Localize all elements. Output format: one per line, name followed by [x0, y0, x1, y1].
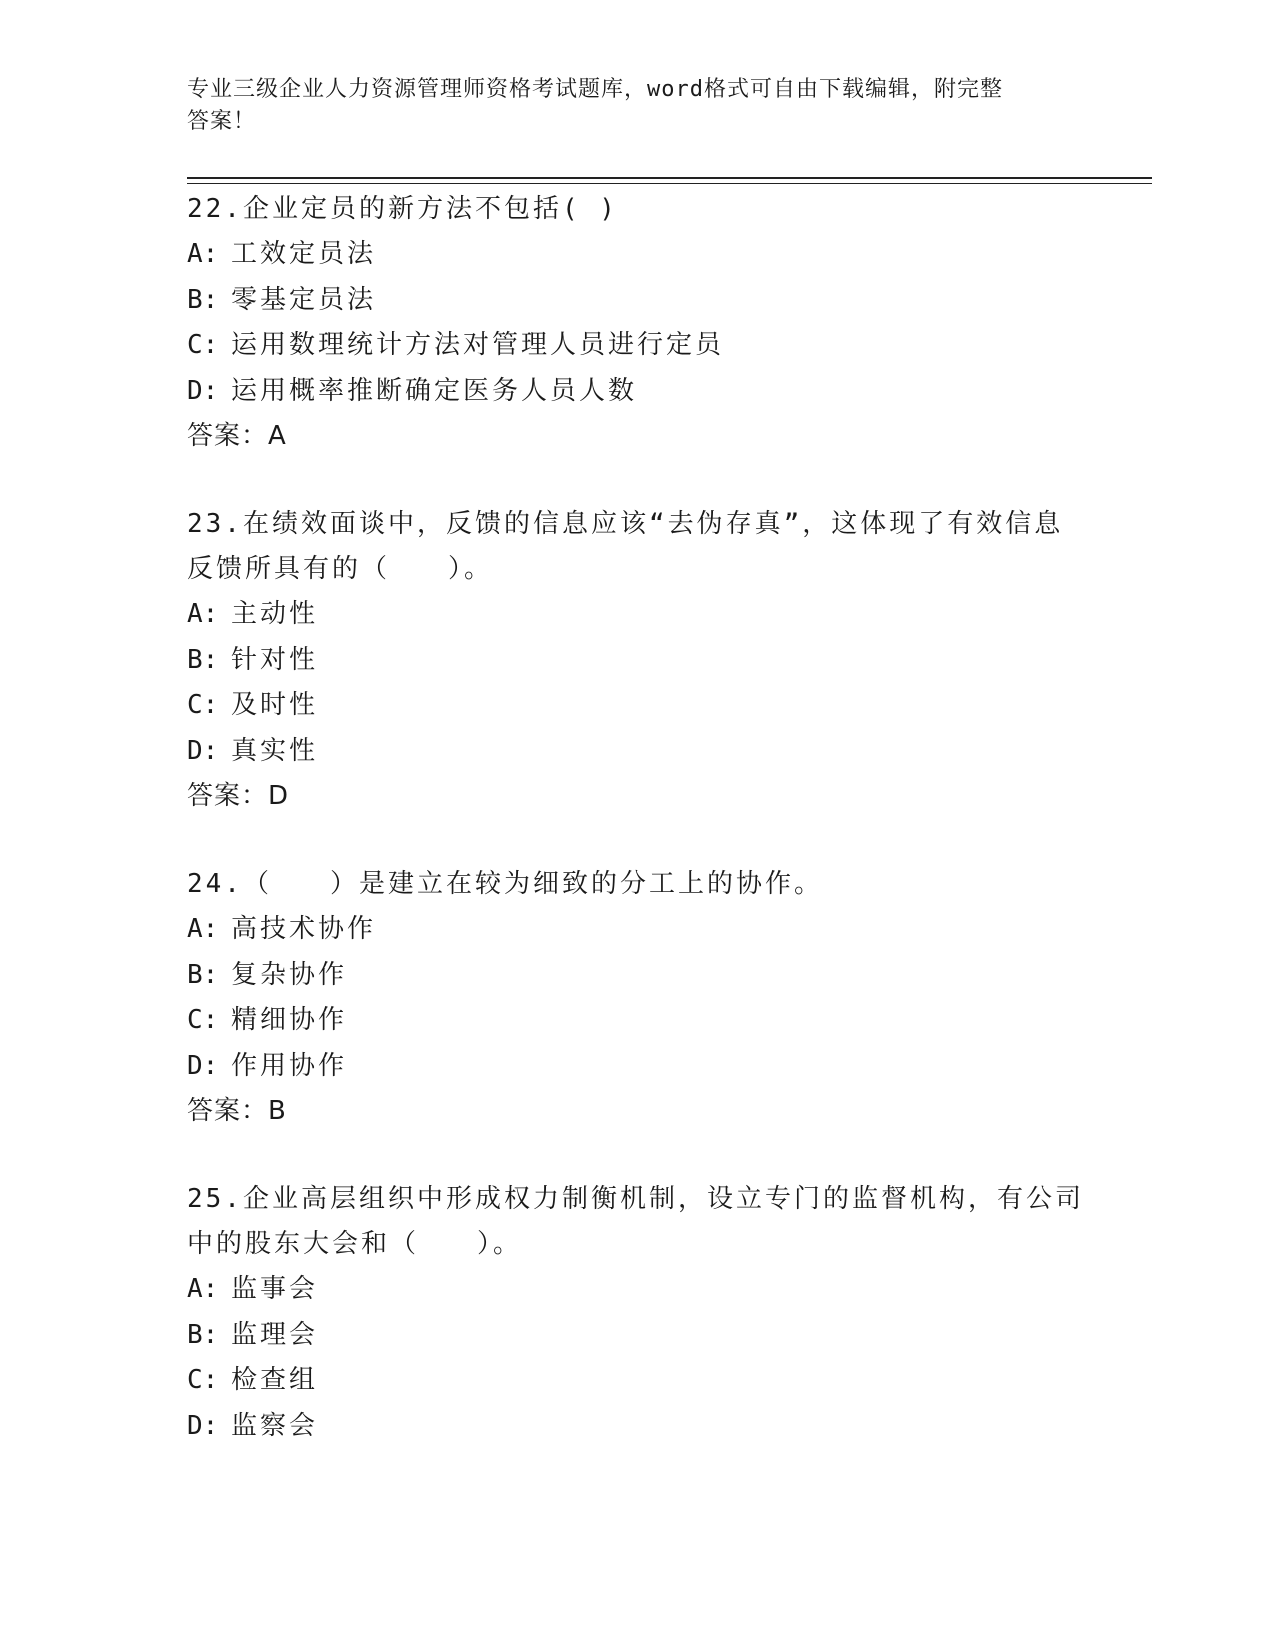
option-b	[187, 638, 1087, 684]
option-d	[187, 729, 1087, 775]
option-text: 针对性	[231, 644, 319, 675]
option-letter: A:	[187, 239, 219, 269]
answer-label: 答案：B	[187, 1096, 287, 1126]
option-text: 运用概率推断确定医务人员人数	[231, 375, 638, 406]
option-text: 高技术协作	[231, 914, 377, 944]
question-text: 23.在绩效面谈中，反馈的信息应该“去伪存真”，这体现了有效信息反馈所具有的（ ）。	[187, 509, 1064, 584]
header-line-1: 专业三级企业人力资源管理师资格考试题库，word格式可自由下载编辑，附完整	[187, 77, 1003, 102]
option-text: 复杂协作	[231, 959, 348, 990]
option-text: 精细协作	[231, 1005, 348, 1035]
option-letter: B:	[187, 959, 219, 990]
question-text: 22.企业定员的新方法不包括( )	[187, 194, 618, 224]
option-letter: B:	[187, 284, 219, 315]
option-text: 检查组	[231, 1365, 319, 1395]
option-b	[187, 278, 1087, 324]
option-text: 运用数理统计方法对管理人员进行定员	[231, 330, 725, 360]
option-d	[187, 1404, 1087, 1450]
question-text: 24.（ ）是建立在较为细致的分工上的协作。	[187, 869, 823, 899]
option-text: 及时性	[231, 690, 319, 720]
option-letter: D:	[187, 735, 219, 766]
option-text: 作用协作	[231, 1050, 348, 1081]
question-23	[187, 502, 1087, 819]
option-c	[187, 683, 1087, 729]
option-d	[187, 369, 1087, 415]
option-letter: A:	[187, 1274, 219, 1304]
option-text: 零基定员法	[231, 284, 377, 315]
option-c	[187, 1358, 1087, 1404]
option-a	[187, 232, 1087, 278]
option-text: 工效定员法	[231, 239, 377, 269]
option-letter: C:	[187, 330, 219, 360]
option-b	[187, 1313, 1087, 1359]
option-letter: B:	[187, 644, 219, 675]
option-text: 主动性	[231, 599, 319, 629]
question-22	[187, 187, 1087, 459]
header-line-2: 答案！	[187, 109, 257, 134]
option-text: 真实性	[231, 735, 319, 766]
question-24	[187, 862, 1087, 1134]
option-letter: D:	[187, 1410, 219, 1441]
answer-label: 答案：D	[187, 781, 290, 811]
option-d	[187, 1044, 1087, 1090]
option-letter: C:	[187, 1005, 219, 1035]
question-text: 25.企业高层组织中形成权力制衡机制，设立专门的监督机构，有公司中的股东大会和（ ）。	[187, 1184, 1084, 1259]
option-c	[187, 998, 1087, 1044]
option-b	[187, 953, 1087, 999]
option-a	[187, 907, 1087, 953]
option-text: 监事会	[231, 1274, 319, 1304]
option-text: 监理会	[231, 1319, 319, 1350]
option-letter: A:	[187, 914, 219, 944]
option-letter: D:	[187, 375, 219, 406]
answer-label: 答案：A	[187, 421, 287, 451]
option-letter: B:	[187, 1319, 219, 1350]
option-c	[187, 323, 1087, 369]
option-text: 监察会	[231, 1410, 319, 1441]
header-rule-thick	[187, 177, 1152, 179]
header-rule-thin	[187, 183, 1152, 184]
option-letter: A:	[187, 599, 219, 629]
option-a	[187, 1267, 1087, 1313]
option-letter: C:	[187, 690, 219, 720]
option-a	[187, 592, 1087, 638]
question-25	[187, 1177, 1087, 1449]
option-letter: D:	[187, 1050, 219, 1081]
page-header	[187, 74, 1067, 138]
option-letter: C:	[187, 1365, 219, 1395]
